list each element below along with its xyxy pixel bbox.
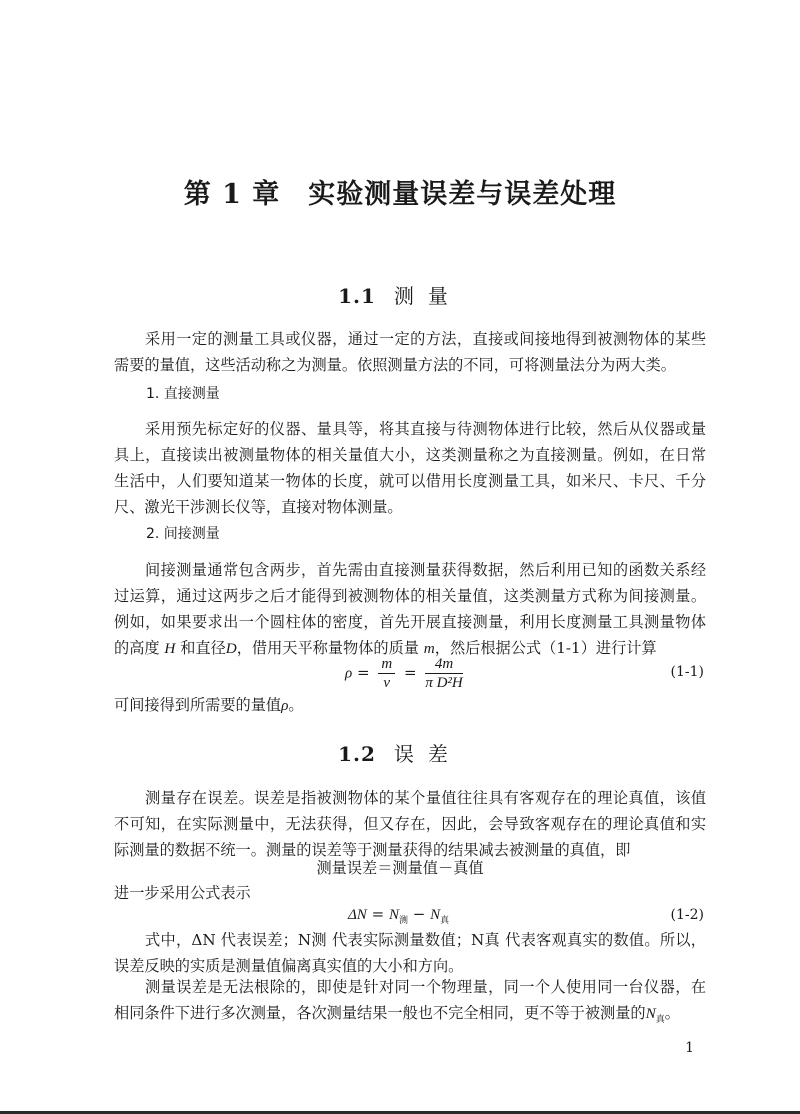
section-name: 测量 <box>393 284 462 308</box>
chapter-title: 第 1 章 实验测量误差与误差处理 <box>183 179 617 210</box>
paragraph-error-inevitable: 测量误差是无法根除的，即使是针对同一个物理量，同一个人使用同一台仪器，在相同条件下进行多次测量，各次测量结果一般也不完全相同，更不等于被测量的$N_真$。 <box>114 978 706 1026</box>
equation-label-1-1: (1-1) <box>670 664 704 680</box>
paragraph-indirect-measurement: 间接测量通常包含两步，首先需由直接测量获得数据，然后利用已知的函数关系经过运算，通过这两步之后才能得到被测物体的相关量值，这类测量方式称为间接测量。例如，如果要求出一个圆柱体的密度，首先开展直接测量，利用长度测量工具测量物体的高度 H 和直径D，借用天平称量物体的质量 m，然后根据公式（1-1）进行计算 <box>114 561 706 657</box>
error-formula-text: 测量误差＝测量值－真值 <box>316 859 484 877</box>
subheading-direct-measurement: 1. 直接测量 <box>146 386 220 402</box>
paragraph-indirect-result: 可间接得到所需要的量值ρ。 <box>114 696 304 714</box>
paragraph-direct-measurement: 采用预先标定好的仪器、量具等，将其直接与待测物体进行比较，然后从仪器或量具上，直接读出被测量物体的相关量值大小，这类测量称之为直接测量。例如，在日常生活中，人们要知道某一物体的长度，就可以借用长度测量工具，如米尺、卡尺、千分尺、激光干涉测长仪等，直接对物体测量。 <box>114 420 706 516</box>
paragraph-formula-intro: 进一步采用公式表示 <box>114 884 251 902</box>
paragraph-error-definition: 测量存在误差。误差是指被测物体的某个量值往往具有客观存在的理论真值，该值不可知，在实际测量中，无法获得，但又存在，因此，会导致客观存在的理论真值和实际测量的数据不统一。测量的误差等于测量获得的结果减去被测量的真值，即 <box>114 789 706 859</box>
section-heading-1-2 <box>0 738 800 767</box>
fraction-density-formula: $\frac{4m}{\text{π D²H}}$ <box>425 656 463 691</box>
page-number: 1 <box>685 1040 694 1056</box>
section-number: 1.1 <box>338 284 376 308</box>
paragraph-error-meaning: 式中，ΔN 代表误差；N测 代表实际测量数值；N真 代表客观真实的数值。所以，误差反映的实质是测量值偏离真实值的大小和方向。 <box>114 931 706 975</box>
section-name: 误差 <box>393 742 462 766</box>
var-D: D <box>225 640 237 657</box>
equation-1-1: ρ = $\frac{m}{v}$ = $\frac{4m}{\text{π D²H}}$ <box>345 656 463 691</box>
paragraph-measurement-intro: 采用一定的测量工具或仪器，通过一定的方法，直接或间接地得到被测物体的某些需要的量值，这些活动称之为测量。依照测量方法的不同，可将测量法分为两大类。 <box>114 330 706 374</box>
var-m: m <box>423 640 435 657</box>
fraction-m-over-v: $\frac{m}{v}$ <box>378 655 395 692</box>
section-heading-1-1 <box>0 280 800 309</box>
section-number: 1.2 <box>338 742 376 766</box>
var-H: H <box>164 640 176 657</box>
equation-label-1-2: (1-2) <box>670 907 704 923</box>
equation-1-2: $\Delta N = N_测 - N_真$ <box>348 905 450 926</box>
subheading-indirect-measurement: 2. 间接测量 <box>146 526 220 542</box>
